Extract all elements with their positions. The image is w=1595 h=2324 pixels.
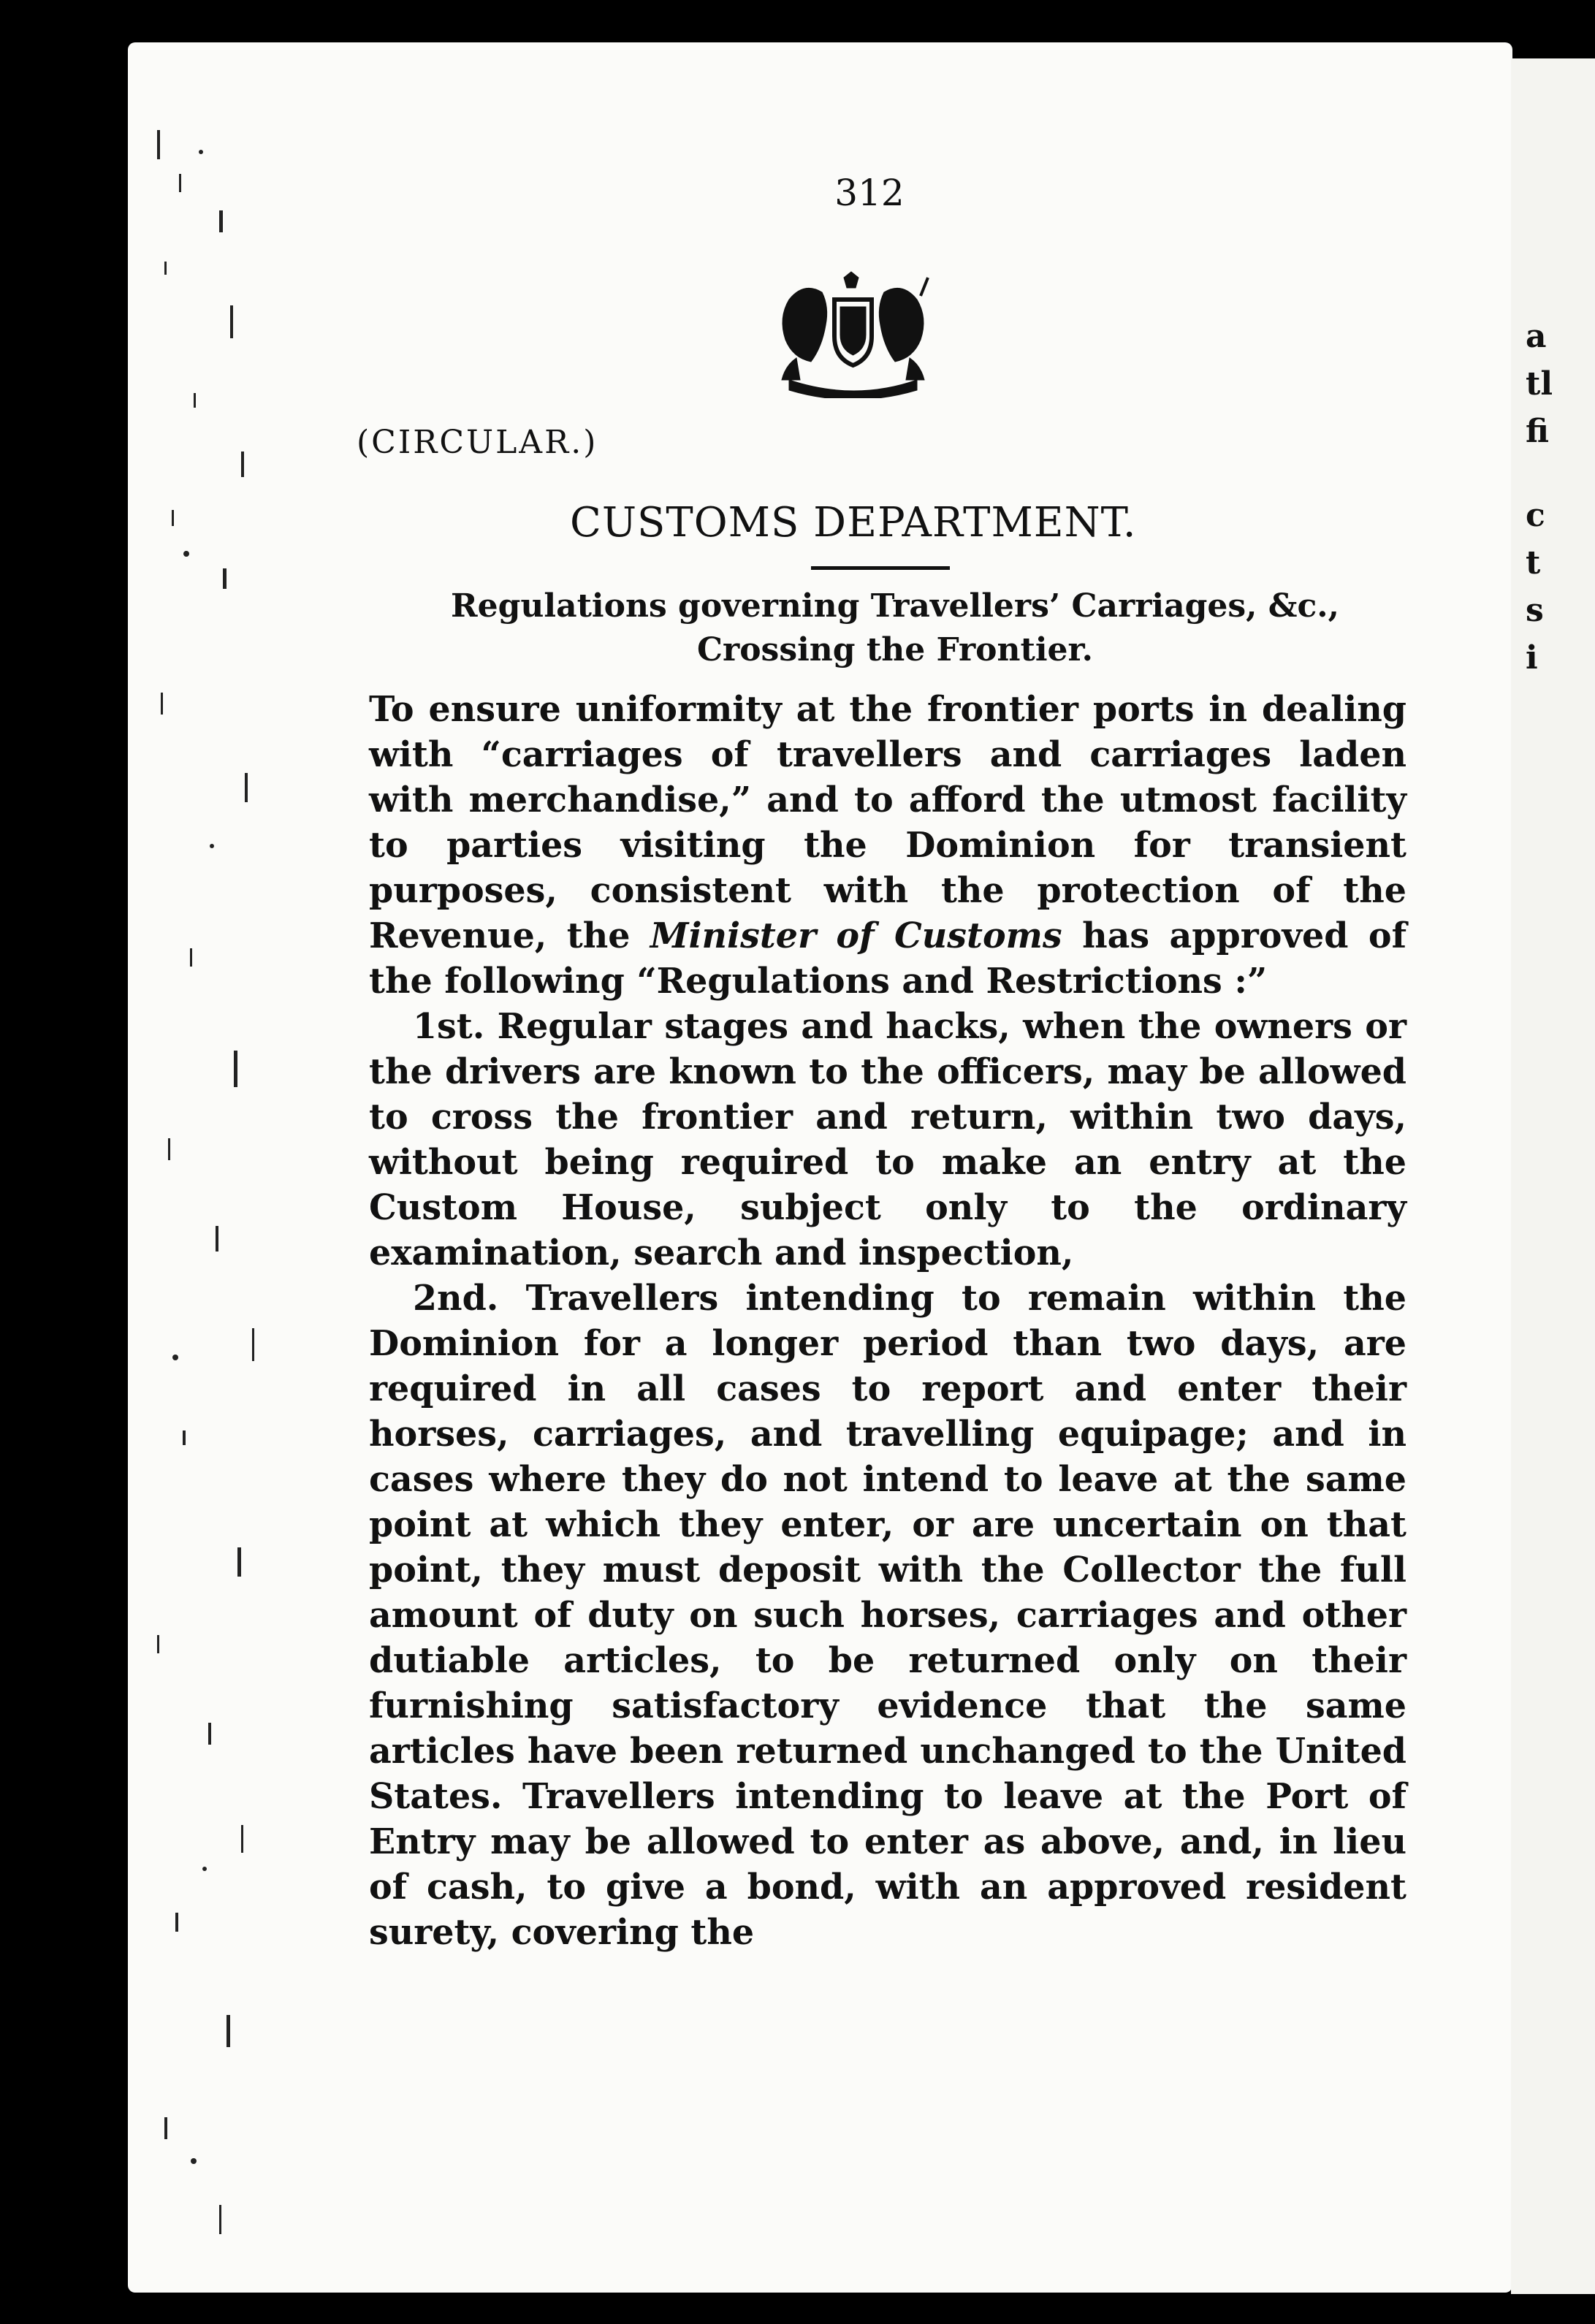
rule-1-paragraph: 1st. Regular stages and hacks, when the owners or the drivers are known to the officers, may be allowed to cross the frontier and return, within two days, without being required to make an entry at the Custom House, subject only to the ordinary examination, search and inspection, [369,1006,1406,1273]
adjacent-fragment: fi [1526,413,1549,450]
adjacent-fragment: c [1526,497,1545,534]
intro-paragraph [369,687,1406,1004]
adjacent-fragment: tl [1526,365,1553,403]
subtitle-line-2: Crossing the Frontier. [697,631,1093,668]
rule-2-paragraph: 2nd. Travellers intending to remain within the Dominion for a longer period than two days, are required in all cases to report and enter their horses, carriages, and travelling equipage; and in cases where they do not intend to leave at the same point at which they enter, or are uncertain on that point, they must deposit with the Collector the full amount of duty on such horses, carriages and other dutiable articles, to be returned only on their furnishing satisfactory evidence that the same articles have been returned unchanged to the United States. Travellers intending to leave at the Port of Entry may be allowed to enter as above, and, in lieu of cash, to give a bond, with an approved resident surety, covering the [369,1278,1406,1953]
adjacent-fragment: t [1526,544,1541,582]
department-title: CUSTOMS DEPARTMENT. [570,499,1137,546]
intro-part-1: To ensure uniformity at the frontier ports in dealing with “carriages of travellers and carriages laden with merchandise,” and to afford the utmost facility to parties visiting the Dominion for transient purposes, consistent with the protection of the Revenue, the [369,689,1406,956]
royal-coat-of-arms-icon [774,270,932,398]
adjacent-page-strip [1511,58,1595,2294]
gutter-specks [150,42,259,2293]
regulations-subtitle [369,584,1421,672]
subtitle-line-1: Regulations governing Travellers’ Carriages, &c., [451,587,1339,625]
adjacent-fragment: a [1526,318,1547,355]
circular-label: (CIRCULAR.) [357,424,598,461]
adjacent-fragment: i [1526,639,1538,677]
adjacent-fragment: s [1526,592,1544,629]
minister-of-customs: Minister of Customs [650,915,1062,956]
body-text [369,687,1406,1955]
title-divider [811,566,950,570]
page-number: 312 [834,172,905,214]
intro-part-2: has approved of the following “Regulations and Restrictions :” [369,915,1407,1002]
